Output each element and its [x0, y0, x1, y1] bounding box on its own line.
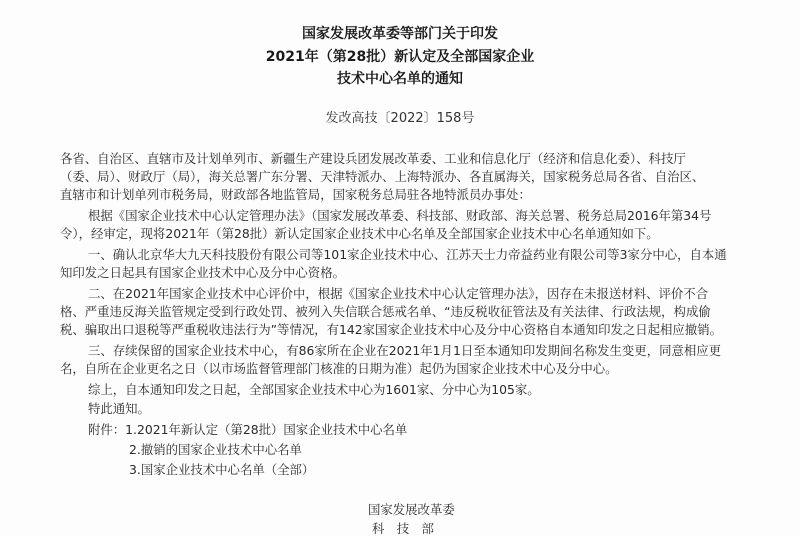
- paragraph-2-line-3: 税、骗取出口退税等严重税收违法行为”等情况，有142家国家企业技术中心及分中心资格自本通知印发之日起相应撤销。: [60, 322, 722, 337]
- addressee-line-2: （委、局）、财政厅（局），海关总署广东分署、天津特派办、上海特派办、各直属海关，国家税务总局各省、自治区、: [60, 169, 705, 184]
- special-notice: 特此通知。: [88, 401, 150, 416]
- paragraph-2-line-1: 二、在2021年国家企业技术中心评价中，根据《国家企业技术中心认定管理办法》，因存在未报送材料、评价不合: [88, 286, 709, 301]
- summary-line: 综上，自本通知印发之日起，全部国家企业技术中心为1601家、分中心为105家。: [88, 382, 540, 397]
- addressee-line-1: 各省、自治区、直辖市及计划单列市、新疆生产建设兵团发展改革委、工业和信息化厅（经济和信息化委）、科技厅: [60, 151, 686, 166]
- paragraph-1-line-1: 一、确认北京华大九天科技股份有限公司等101家企业技术中心、江苏天士力帝益药业有限公司等3家分中心，自本通: [88, 247, 727, 262]
- attachment-3: 3.国家企业技术中心名单（全部）: [129, 462, 315, 477]
- paragraph-3-line-1: 三、存续保留的国家企业技术中心，有86家所在企业在2021年1月1日至本通知印发期间名称发生变更，同意相应更: [88, 343, 722, 358]
- addressee-line-3: 直辖市和计划单列市税务局，财政部各地监管局，国家税务总局驻各地特派员办事处：: [60, 187, 531, 202]
- intro-line-1: 根据《国家企业技术中心认定管理办法》（国家发展改革委、科技部、财政部、海关总署、税务总局2016年第34号: [88, 208, 712, 223]
- attachment-2: 2.撤销的国家企业技术中心名单: [129, 442, 302, 457]
- intro-line-2: 令），经审定，现将2021年（第28批）新认定国家企业技术中心名单及全部国家企业技术中心名单通知如下。: [60, 226, 659, 241]
- document-title-line-3: 技术中心名单的通知: [337, 71, 463, 87]
- attachment-1: 附件：1.2021年新认定（第28批）国家企业技术中心名单: [88, 422, 408, 437]
- signature-org-1: 国家发展改革委: [368, 502, 455, 517]
- document-title-line-2: 2021年（第28批）新认定及全部国家企业: [265, 49, 535, 65]
- document-title-line-1: 国家发展改革委等部门关于印发: [302, 26, 498, 42]
- document-number: 发改高技〔2022〕158号: [325, 111, 475, 126]
- signature-org-2: 科 技 部: [372, 521, 434, 536]
- paragraph-2-line-2: 格、严重违反海关监管规定受到行政处罚、被列入失信联合惩戒名单、“违反税收征管法及有关法律、行政法规，构成偷: [60, 304, 711, 319]
- paragraph-1-line-2: 知印发之日起具有国家企业技术中心及分中心资格。: [60, 265, 345, 280]
- paragraph-3-line-2: 名，自所在企业更名之日（以市场监督管理部门核准的日期为准）起仍为国家企业技术中心及分中心。: [60, 361, 618, 376]
